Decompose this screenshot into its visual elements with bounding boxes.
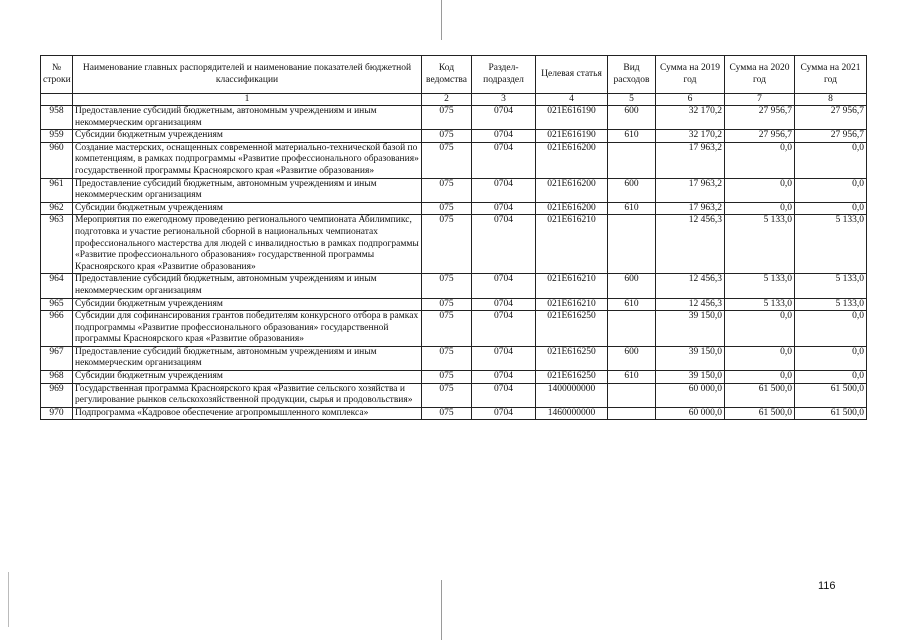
- table-row: [41, 346, 867, 370]
- row-sum-2021: 0,0: [795, 371, 867, 384]
- header-section: Раздел-подраздел: [472, 56, 536, 94]
- row-section: 0704: [472, 130, 536, 143]
- row-kind: [608, 407, 656, 420]
- table-row: [41, 298, 867, 311]
- row-code: 075: [422, 142, 472, 178]
- column-number: 8: [795, 94, 867, 106]
- row-code: 075: [422, 311, 472, 347]
- header-kind: Вид расходов: [608, 56, 656, 94]
- row-name: Предоставление субсидий бюджетным, автономным учреждениям и иным некоммерческим организациям: [73, 178, 422, 202]
- row-kind: 600: [608, 106, 656, 130]
- fold-crease-top: [441, 0, 442, 40]
- row-sum-2019: 39 150,0: [656, 346, 725, 370]
- row-number: 966: [41, 311, 73, 347]
- row-name: Субсидии бюджетным учреждениям: [73, 130, 422, 143]
- header-code: Код ведомства: [422, 56, 472, 94]
- row-sum-2020: 27 956,7: [725, 106, 795, 130]
- row-name: Предоставление субсидий бюджетным, автономным учреждениям и иным некоммерческим организациям: [73, 106, 422, 130]
- row-sum-2019: 32 170,2: [656, 106, 725, 130]
- row-kind: 610: [608, 298, 656, 311]
- row-kind: [608, 142, 656, 178]
- column-number: 4: [536, 94, 608, 106]
- row-sum-2019: 12 456,3: [656, 274, 725, 298]
- row-sum-2021: 5 133,0: [795, 298, 867, 311]
- row-sum-2021: 27 956,7: [795, 130, 867, 143]
- row-target: 021Е616200: [536, 178, 608, 202]
- row-sum-2021: 27 956,7: [795, 106, 867, 130]
- row-section: 0704: [472, 371, 536, 384]
- row-code: 075: [422, 178, 472, 202]
- row-sum-2020: 61 500,0: [725, 383, 795, 407]
- row-code: 075: [422, 215, 472, 274]
- header-row: [41, 56, 867, 94]
- row-number: 963: [41, 215, 73, 274]
- row-section: 0704: [472, 407, 536, 420]
- row-name: Субсидии бюджетным учреждениям: [73, 202, 422, 215]
- budget-table: [40, 55, 867, 420]
- header-sum-2019: Сумма на 2019 год: [656, 56, 725, 94]
- row-sum-2020: 0,0: [725, 142, 795, 178]
- row-section: 0704: [472, 215, 536, 274]
- table-row: [41, 142, 867, 178]
- row-section: 0704: [472, 202, 536, 215]
- row-section: 0704: [472, 311, 536, 347]
- header-target: Целевая статья: [536, 56, 608, 94]
- row-target: 021Е616200: [536, 142, 608, 178]
- header-sum-2021: Сумма на 2021 год: [795, 56, 867, 94]
- row-sum-2020: 0,0: [725, 346, 795, 370]
- row-name: Предоставление субсидий бюджетным, автономным учреждениям и иным некоммерческим организациям: [73, 274, 422, 298]
- row-number: 970: [41, 407, 73, 420]
- table-row: [41, 202, 867, 215]
- row-kind: 610: [608, 130, 656, 143]
- row-target: 021Е616250: [536, 311, 608, 347]
- table-row: [41, 215, 867, 274]
- column-number-row: [41, 94, 867, 106]
- row-sum-2019: 12 456,3: [656, 215, 725, 274]
- column-number: 1: [73, 94, 422, 106]
- row-sum-2021: 0,0: [795, 142, 867, 178]
- row-number: 964: [41, 274, 73, 298]
- row-sum-2020: 5 133,0: [725, 215, 795, 274]
- row-target: 1460000000: [536, 407, 608, 420]
- row-target: 021Е616210: [536, 215, 608, 274]
- page-number: 116: [818, 580, 836, 592]
- row-name: Субсидии для софинансирования грантов победителям конкурсного отбора в рамках подпрограммы «Развитие профессионального образования» государственной программы Красноярского края «Развитие образования»: [73, 311, 422, 347]
- row-name: Мероприятия по ежегодному проведению регионального чемпионата Абилимпикс, подготовка и участие региональной сборной в национальных чемпионатах профессионального мастерства для людей с инвалидностью в рамках подпрограммы «Развитие профессионального образования» государственной программы Красноярского края «Развитие образования»: [73, 215, 422, 274]
- row-sum-2020: 61 500,0: [725, 407, 795, 420]
- table-row: [41, 274, 867, 298]
- row-sum-2020: 0,0: [725, 202, 795, 215]
- row-name: Подпрограмма «Кадровое обеспечение агропромышленного комплекса»: [73, 407, 422, 420]
- row-sum-2019: 39 150,0: [656, 311, 725, 347]
- row-sum-2019: 60 000,0: [656, 407, 725, 420]
- column-number: 2: [422, 94, 472, 106]
- row-section: 0704: [472, 346, 536, 370]
- row-sum-2021: 61 500,0: [795, 407, 867, 420]
- row-sum-2020: 5 133,0: [725, 298, 795, 311]
- row-sum-2019: 60 000,0: [656, 383, 725, 407]
- row-section: 0704: [472, 298, 536, 311]
- row-code: 075: [422, 106, 472, 130]
- row-sum-2020: 0,0: [725, 178, 795, 202]
- row-name: Субсидии бюджетным учреждениям: [73, 298, 422, 311]
- table-row: [41, 383, 867, 407]
- row-kind: [608, 311, 656, 347]
- row-code: 075: [422, 274, 472, 298]
- row-number: 967: [41, 346, 73, 370]
- row-sum-2021: 0,0: [795, 346, 867, 370]
- row-code: 075: [422, 130, 472, 143]
- row-kind: [608, 383, 656, 407]
- row-code: 075: [422, 298, 472, 311]
- row-code: 075: [422, 202, 472, 215]
- table-row: [41, 130, 867, 143]
- row-kind: 600: [608, 274, 656, 298]
- row-sum-2021: 0,0: [795, 202, 867, 215]
- row-section: 0704: [472, 178, 536, 202]
- column-number: [41, 94, 73, 106]
- row-name: Субсидии бюджетным учреждениям: [73, 371, 422, 384]
- fold-crease-bottom: [441, 580, 442, 640]
- header-sum-2020: Сумма на 2020 год: [725, 56, 795, 94]
- row-sum-2020: 27 956,7: [725, 130, 795, 143]
- row-target: 021Е616250: [536, 346, 608, 370]
- row-number: 958: [41, 106, 73, 130]
- row-sum-2019: 32 170,2: [656, 130, 725, 143]
- row-kind: 610: [608, 202, 656, 215]
- row-number: 969: [41, 383, 73, 407]
- row-name: Государственная программа Красноярского края «Развитие сельского хозяйства и регулирование рынков сельскохозяйственной продукции, сырья и продовольствия»: [73, 383, 422, 407]
- row-sum-2021: 0,0: [795, 311, 867, 347]
- row-sum-2021: 5 133,0: [795, 274, 867, 298]
- row-kind: 600: [608, 346, 656, 370]
- table-row: [41, 407, 867, 420]
- row-target: 021Е616200: [536, 202, 608, 215]
- column-number: 7: [725, 94, 795, 106]
- header-no: № строки: [41, 56, 73, 94]
- row-code: 075: [422, 407, 472, 420]
- row-number: 968: [41, 371, 73, 384]
- row-sum-2020: 0,0: [725, 371, 795, 384]
- column-number: 6: [656, 94, 725, 106]
- row-sum-2019: 17 963,2: [656, 178, 725, 202]
- row-code: 075: [422, 346, 472, 370]
- row-number: 961: [41, 178, 73, 202]
- row-target: 021Е616210: [536, 274, 608, 298]
- row-name: Создание мастерских, оснащенных современной материально-технической базой по компетенциям, в рамках подпрограммы «Развитие профессионального образования» государственной программы Красноярского края «Развитие образования»: [73, 142, 422, 178]
- row-number: 965: [41, 298, 73, 311]
- row-target: 021Е616190: [536, 130, 608, 143]
- column-number: 3: [472, 94, 536, 106]
- row-sum-2019: 12 456,3: [656, 298, 725, 311]
- row-code: 075: [422, 383, 472, 407]
- row-sum-2019: 17 963,2: [656, 142, 725, 178]
- row-sum-2021: 5 133,0: [795, 215, 867, 274]
- table-row: [41, 371, 867, 384]
- row-sum-2020: 0,0: [725, 311, 795, 347]
- row-target: 1400000000: [536, 383, 608, 407]
- table-row: [41, 311, 867, 347]
- row-name: Предоставление субсидий бюджетным, автономным учреждениям и иным некоммерческим организациям: [73, 346, 422, 370]
- row-section: 0704: [472, 106, 536, 130]
- margin-line: [8, 572, 9, 627]
- row-target: 021Е616210: [536, 298, 608, 311]
- row-kind: [608, 215, 656, 274]
- row-sum-2020: 5 133,0: [725, 274, 795, 298]
- row-sum-2021: 0,0: [795, 178, 867, 202]
- row-sum-2021: 61 500,0: [795, 383, 867, 407]
- row-number: 959: [41, 130, 73, 143]
- row-kind: 600: [608, 178, 656, 202]
- column-number: 5: [608, 94, 656, 106]
- row-section: 0704: [472, 142, 536, 178]
- table-row: [41, 106, 867, 130]
- row-number: 962: [41, 202, 73, 215]
- row-section: 0704: [472, 274, 536, 298]
- row-sum-2019: 39 150,0: [656, 371, 725, 384]
- row-kind: 610: [608, 371, 656, 384]
- table-row: [41, 178, 867, 202]
- row-target: 021Е616250: [536, 371, 608, 384]
- row-sum-2019: 17 963,2: [656, 202, 725, 215]
- header-name: Наименование главных распорядителей и наименование показателей бюджетной классификации: [73, 56, 422, 94]
- row-target: 021Е616190: [536, 106, 608, 130]
- row-section: 0704: [472, 383, 536, 407]
- row-code: 075: [422, 371, 472, 384]
- row-number: 960: [41, 142, 73, 178]
